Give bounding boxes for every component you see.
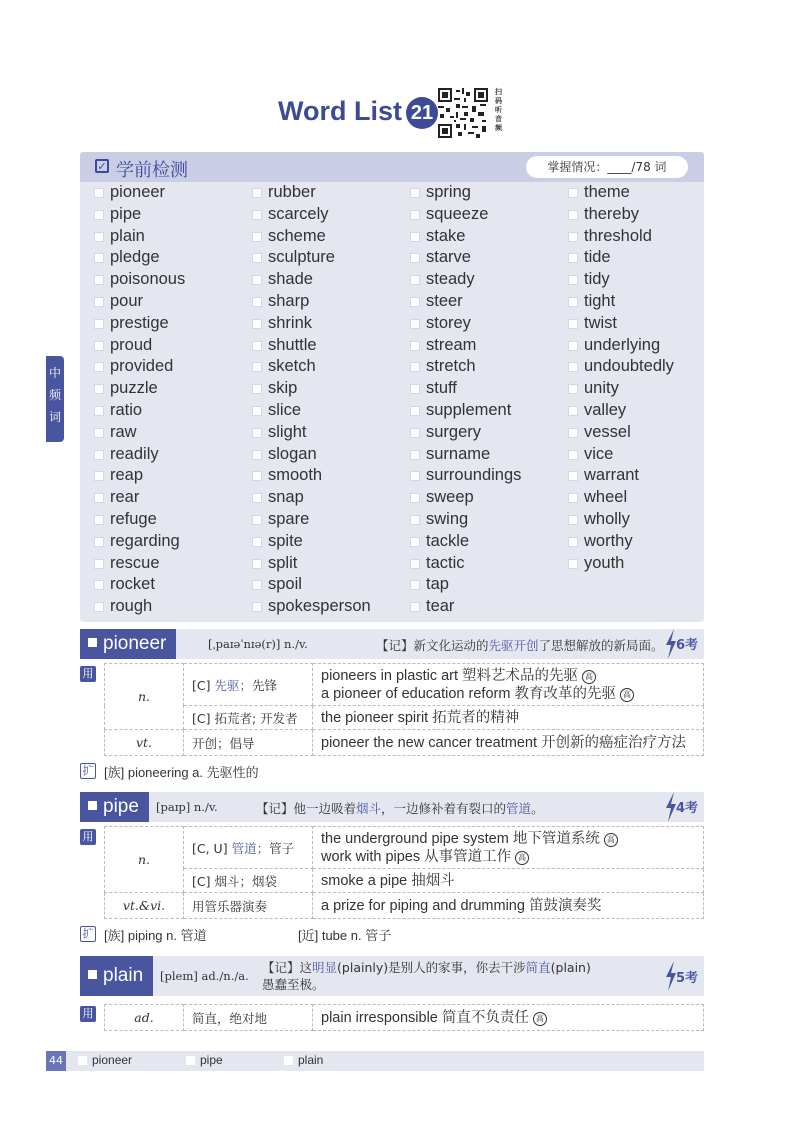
word-item[interactable] <box>252 182 402 204</box>
word-label: stretch <box>426 357 476 376</box>
word-label: scheme <box>268 226 326 245</box>
word-item[interactable] <box>252 335 402 357</box>
word-item[interactable] <box>252 509 402 531</box>
word-label: ratio <box>110 400 143 419</box>
checkbox[interactable] <box>94 559 104 569</box>
word-item[interactable] <box>410 378 560 400</box>
checkbox[interactable] <box>568 384 578 394</box>
extension-note: [近] tube n. 管子 <box>298 928 392 943</box>
word-label: slight <box>268 422 307 441</box>
word-item[interactable] <box>410 596 560 618</box>
word-item[interactable] <box>410 291 560 313</box>
usage-table-plain <box>104 1004 704 1031</box>
word-label: raw <box>110 422 137 441</box>
usage-tag: 用 <box>80 666 96 682</box>
word-label: sweep <box>426 488 474 507</box>
word-label: tap <box>426 575 449 594</box>
word-column-3 <box>410 182 560 618</box>
word-label: spare <box>268 509 310 528</box>
word-label: shrink <box>268 313 313 332</box>
part-of-speech: vt. <box>105 730 184 756</box>
checkbox[interactable] <box>410 515 420 525</box>
word-item[interactable] <box>252 574 402 596</box>
checkbox[interactable] <box>568 232 578 242</box>
checkbox[interactable] <box>94 406 104 416</box>
checkbox[interactable] <box>410 602 420 612</box>
memory-tip: 【记】这明显(plainly)是别人的家事，你去干涉简直(plain) 愚蠢至极。 <box>262 960 591 992</box>
word-label: rubber <box>268 183 316 201</box>
word-item[interactable] <box>410 356 560 378</box>
word-item[interactable] <box>94 487 244 509</box>
word-item[interactable] <box>252 291 402 313</box>
checkbox[interactable] <box>410 580 420 590</box>
checkbox[interactable] <box>410 275 420 285</box>
checkbox[interactable] <box>252 275 262 285</box>
word-label: storey <box>426 313 471 332</box>
word-item[interactable] <box>94 182 244 204</box>
checkbox[interactable] <box>252 362 262 372</box>
word-label: thereby <box>584 204 640 223</box>
extension-tag: 扩 <box>80 926 96 942</box>
checkbox[interactable] <box>568 275 578 285</box>
word-item[interactable] <box>410 465 560 487</box>
checkbox[interactable] <box>252 253 262 263</box>
checkbox[interactable] <box>94 493 104 503</box>
checkbox[interactable] <box>568 406 578 416</box>
word-label: vessel <box>584 422 631 441</box>
checkbox[interactable] <box>94 537 104 547</box>
checkbox[interactable] <box>568 428 578 438</box>
entry-header-pipe <box>80 792 704 822</box>
meaning: [C] 烟斗；烟袋 <box>184 869 313 893</box>
word-label: pledge <box>110 248 160 267</box>
checkbox[interactable] <box>568 471 578 481</box>
word-label: tidy <box>584 270 610 289</box>
checkbox[interactable] <box>252 428 262 438</box>
word-item[interactable] <box>410 247 560 269</box>
word-label: stake <box>426 226 466 245</box>
word-item[interactable] <box>410 335 560 357</box>
check-icon: ✓ <box>95 159 109 173</box>
word-label: surroundings <box>426 466 522 485</box>
word-label: worthy <box>584 531 633 550</box>
checkbox[interactable] <box>94 232 104 242</box>
word-item[interactable] <box>410 226 560 248</box>
word-item[interactable] <box>94 531 244 553</box>
checkbox[interactable] <box>252 493 262 503</box>
word-item[interactable] <box>410 574 560 596</box>
word-item[interactable] <box>410 313 560 335</box>
word-item[interactable] <box>252 269 402 291</box>
checkbox[interactable] <box>410 471 420 481</box>
word-item[interactable] <box>568 204 718 226</box>
part-of-speech: vt.&vi. <box>105 893 184 919</box>
word-label: starve <box>426 248 471 267</box>
checkbox[interactable] <box>94 450 104 460</box>
word-item[interactable] <box>252 247 402 269</box>
checkbox[interactable] <box>252 384 262 394</box>
word-label: spring <box>426 183 471 201</box>
word-label: scarcely <box>268 204 329 223</box>
word-label: pour <box>110 291 144 310</box>
part-of-speech: n. <box>105 664 184 730</box>
checkbox[interactable] <box>94 275 104 285</box>
word-label: tide <box>584 248 611 267</box>
word-item[interactable] <box>94 444 244 466</box>
checkbox[interactable] <box>94 210 104 220</box>
word-label: regarding <box>110 531 180 550</box>
word-item[interactable] <box>568 291 718 313</box>
word-item[interactable] <box>568 226 718 248</box>
checkbox[interactable] <box>252 210 262 220</box>
checkbox[interactable] <box>568 297 578 307</box>
usage-tag: 用 <box>80 1006 96 1022</box>
checkbox[interactable] <box>252 319 262 329</box>
exam-count: 5考 <box>675 971 698 986</box>
word-label: spokesperson <box>268 597 371 616</box>
word-label: refuge <box>110 509 157 528</box>
checkbox[interactable] <box>568 188 578 198</box>
phonetic: [ˌpaɪəˈnɪə(r)] n./v. <box>208 637 308 651</box>
word-label: poisonous <box>110 270 186 289</box>
phonetic: [pleɪn] ad./n./a. <box>160 969 249 983</box>
word-label: reap <box>110 466 144 485</box>
word-label: rough <box>110 597 153 616</box>
word-item[interactable] <box>568 400 718 422</box>
word-label: proud <box>110 335 153 354</box>
entry-word: pioneer <box>80 629 176 659</box>
word-item[interactable] <box>252 553 402 575</box>
examples: the pioneer spirit 拓荒者的精神 <box>313 706 704 730</box>
word-item[interactable] <box>94 596 244 618</box>
checkbox[interactable] <box>94 297 104 307</box>
word-item[interactable] <box>410 509 560 531</box>
word-label: undoubtedly <box>584 357 674 376</box>
checkbox[interactable] <box>410 319 420 329</box>
word-label: tear <box>426 597 455 616</box>
checkbox[interactable] <box>94 362 104 372</box>
meaning: [C, U] 管道；管子 <box>184 827 313 869</box>
checkbox[interactable] <box>252 232 262 242</box>
meaning: [C] 拓荒者; 开发者 <box>184 706 313 730</box>
examples: smoke a pipe 抽烟斗 <box>313 869 704 893</box>
checkbox[interactable] <box>410 232 420 242</box>
checkbox[interactable] <box>568 559 578 569</box>
word-label: rescue <box>110 553 160 572</box>
word-column-4 <box>568 182 718 574</box>
meaning: 用管乐器演奏 <box>184 893 313 919</box>
checkbox[interactable] <box>94 341 104 351</box>
word-item[interactable] <box>568 356 718 378</box>
word-item[interactable] <box>94 574 244 596</box>
checkbox[interactable] <box>568 515 578 525</box>
qr-label: 扫码听音频 <box>495 88 502 132</box>
word-item[interactable] <box>568 422 718 444</box>
word-item[interactable] <box>410 487 560 509</box>
word-item[interactable] <box>252 444 402 466</box>
word-label: split <box>268 553 298 572</box>
phonetic: [paɪp] n./v. <box>156 800 218 814</box>
word-item[interactable] <box>568 335 718 357</box>
checkbox[interactable] <box>252 450 262 460</box>
usage-table-pioneer <box>104 663 704 756</box>
word-label: wheel <box>584 488 628 507</box>
checkbox[interactable] <box>94 253 104 263</box>
word-column-2 <box>252 182 402 618</box>
word-item[interactable] <box>568 487 718 509</box>
checkbox[interactable] <box>410 341 420 351</box>
side-tab[interactable]: 中频词 <box>46 356 64 442</box>
meaning: [C] 先驱；先锋 <box>184 664 313 706</box>
word-item[interactable] <box>410 204 560 226</box>
word-label: threshold <box>584 226 652 245</box>
page-title: Word List 21 <box>278 96 438 129</box>
checkbox[interactable] <box>252 580 262 590</box>
pre-study-title: 学前检测 <box>116 160 188 181</box>
word-label: prestige <box>110 313 169 332</box>
memory-tip: 【记】他一边吸着烟斗，一边修补着有裂口的管道。 <box>256 801 544 816</box>
word-label: shuttle <box>268 335 317 354</box>
word-item[interactable] <box>94 356 244 378</box>
checkbox[interactable] <box>94 319 104 329</box>
checkbox[interactable] <box>568 210 578 220</box>
word-label: swing <box>426 509 469 528</box>
word-label: rocket <box>110 575 155 594</box>
word-column-1 <box>94 182 244 618</box>
word-label: warrant <box>584 466 640 485</box>
word-label: provided <box>110 357 174 376</box>
word-label: wholly <box>584 509 630 528</box>
word-item[interactable] <box>94 465 244 487</box>
word-item[interactable] <box>94 247 244 269</box>
word-item[interactable] <box>568 182 718 204</box>
checkbox[interactable] <box>410 253 420 263</box>
entry-word: pipe <box>80 792 149 822</box>
word-item[interactable] <box>252 422 402 444</box>
entry-header-pioneer <box>80 629 704 659</box>
word-item[interactable] <box>94 291 244 313</box>
checkbox[interactable] <box>94 602 104 612</box>
word-item[interactable] <box>252 531 402 553</box>
meaning: 开创；倡导 <box>184 730 313 756</box>
checkbox[interactable] <box>252 341 262 351</box>
checkbox[interactable] <box>410 559 420 569</box>
word-item[interactable] <box>94 422 244 444</box>
word-item[interactable] <box>410 400 560 422</box>
word-item[interactable] <box>94 204 244 226</box>
word-label: snap <box>268 488 304 507</box>
word-label: pioneer <box>110 183 166 201</box>
extension-note: [族] pioneering a. 先驱性的 <box>104 765 259 780</box>
word-label: spite <box>268 531 303 550</box>
word-item[interactable] <box>410 182 560 204</box>
checkbox[interactable] <box>568 537 578 547</box>
word-item[interactable] <box>252 204 402 226</box>
footer-word[interactable]: pipe <box>186 1053 223 1067</box>
extension-note: [族] piping n. 管道 <box>104 928 207 943</box>
word-item[interactable] <box>94 313 244 335</box>
checkbox[interactable] <box>252 602 262 612</box>
word-item[interactable] <box>568 269 718 291</box>
word-item[interactable] <box>410 553 560 575</box>
word-label: slogan <box>268 444 317 463</box>
word-item[interactable] <box>94 553 244 575</box>
word-label: steady <box>426 270 475 289</box>
checkbox[interactable] <box>252 559 262 569</box>
checkbox[interactable] <box>252 406 262 416</box>
word-label: smooth <box>268 466 323 485</box>
word-label: shade <box>268 270 313 289</box>
footer-bar <box>46 1051 704 1071</box>
word-item[interactable] <box>568 509 718 531</box>
entry-word: plain <box>80 956 153 996</box>
word-item[interactable] <box>252 356 402 378</box>
checkbox[interactable] <box>410 210 420 220</box>
checkbox[interactable] <box>252 471 262 481</box>
word-item[interactable] <box>252 400 402 422</box>
word-item[interactable] <box>568 378 718 400</box>
word-item[interactable] <box>568 444 718 466</box>
checkbox[interactable] <box>410 428 420 438</box>
word-label: tactic <box>426 553 465 572</box>
word-item[interactable] <box>94 509 244 531</box>
word-label: surname <box>426 444 491 463</box>
examples: the underground pipe system 地下管道系统 高 work with pipes 从事管道工作 高 <box>313 827 704 869</box>
word-item[interactable] <box>252 378 402 400</box>
word-label: stuff <box>426 379 457 398</box>
word-label: puzzle <box>110 379 158 398</box>
entry-header-plain <box>80 956 704 996</box>
word-label: twist <box>584 313 617 332</box>
word-item[interactable] <box>252 465 402 487</box>
checkbox[interactable] <box>94 384 104 394</box>
mastery-counter[interactable]: 掌握情况：____/78 词 <box>526 156 688 178</box>
word-label: tackle <box>426 531 470 550</box>
word-item[interactable] <box>94 400 244 422</box>
checkbox[interactable] <box>410 384 420 394</box>
examples: plain irresponsible 简直不负责任 高 <box>313 1005 704 1031</box>
word-item[interactable] <box>410 531 560 553</box>
word-label: valley <box>584 400 627 419</box>
checkbox[interactable] <box>568 450 578 460</box>
checkbox[interactable] <box>410 406 420 416</box>
word-label: sketch <box>268 357 316 376</box>
word-label: pipe <box>110 204 142 223</box>
word-item[interactable] <box>568 531 718 553</box>
word-item[interactable] <box>410 444 560 466</box>
checkbox[interactable] <box>94 428 104 438</box>
usage-tag: 用 <box>80 829 96 845</box>
word-label: plain <box>110 226 145 245</box>
checkbox[interactable] <box>94 471 104 481</box>
footer-word[interactable]: plain <box>284 1053 323 1067</box>
word-item[interactable] <box>252 487 402 509</box>
word-label: slice <box>268 400 302 419</box>
word-label: stream <box>426 335 477 354</box>
word-label: supplement <box>426 400 512 419</box>
word-label: underlying <box>584 335 661 354</box>
word-label: skip <box>268 379 298 398</box>
word-label: steer <box>426 291 463 310</box>
exam-count: 4考 <box>675 801 698 816</box>
checkbox[interactable] <box>94 580 104 590</box>
memory-tip: 【记】新文化运动的先驱开创了思想解放的新局面。 <box>376 638 664 653</box>
word-item[interactable] <box>252 596 402 618</box>
word-label: tight <box>584 291 616 310</box>
word-item[interactable] <box>568 247 718 269</box>
checkbox[interactable] <box>252 537 262 547</box>
word-item[interactable] <box>94 226 244 248</box>
checkbox[interactable] <box>568 493 578 503</box>
word-item[interactable] <box>94 335 244 357</box>
word-label: youth <box>584 553 625 572</box>
checkbox[interactable] <box>410 297 420 307</box>
checkbox[interactable] <box>410 537 420 547</box>
word-item[interactable] <box>410 269 560 291</box>
checkbox[interactable] <box>568 319 578 329</box>
checkbox[interactable] <box>94 515 104 525</box>
checkbox[interactable] <box>252 515 262 525</box>
checkbox[interactable] <box>568 341 578 351</box>
qr-code-icon[interactable] <box>438 88 488 138</box>
word-item[interactable] <box>252 226 402 248</box>
word-item[interactable] <box>94 378 244 400</box>
page-number: 44 <box>46 1051 66 1071</box>
word-label: unity <box>584 379 619 398</box>
usage-table-pipe <box>104 826 704 919</box>
word-label: theme <box>584 183 630 201</box>
word-label: sharp <box>268 291 310 310</box>
checkbox[interactable] <box>568 253 578 263</box>
word-item[interactable] <box>410 422 560 444</box>
checkbox[interactable] <box>252 297 262 307</box>
checkbox[interactable] <box>252 188 262 198</box>
checkbox[interactable] <box>410 450 420 460</box>
word-label: sculpture <box>268 248 335 267</box>
word-label: surgery <box>426 422 482 441</box>
word-item[interactable] <box>568 553 718 575</box>
word-item[interactable] <box>568 313 718 335</box>
part-of-speech: n. <box>105 827 184 893</box>
word-item[interactable] <box>252 313 402 335</box>
word-label: readily <box>110 444 159 463</box>
examples: pioneers in plastic art 塑料艺术品的先驱 高 a pioneer of education reform 教育改革的先驱 高 <box>313 664 704 706</box>
part-of-speech: ad. <box>105 1005 184 1031</box>
checkbox[interactable] <box>94 188 104 198</box>
meaning: 简直，绝对地 <box>184 1005 313 1031</box>
footer-word[interactable]: pioneer <box>78 1053 132 1067</box>
word-label: vice <box>584 444 614 463</box>
word-item[interactable] <box>94 269 244 291</box>
extension-tag: 扩 <box>80 763 96 779</box>
examples: a prize for piping and drumming 笛鼓演奏奖 <box>313 893 704 919</box>
word-label: spoil <box>268 575 302 594</box>
checkbox[interactable] <box>410 493 420 503</box>
word-label: rear <box>110 488 140 507</box>
word-item[interactable] <box>568 465 718 487</box>
list-number-badge: 21 <box>406 97 438 129</box>
exam-count: 6考 <box>675 638 698 653</box>
examples: pioneer the new cancer treatment 开创新的癌症治疗方法 <box>313 730 704 756</box>
checkbox[interactable] <box>410 362 420 372</box>
checkbox[interactable] <box>410 188 420 198</box>
word-label: squeeze <box>426 204 489 223</box>
checkbox[interactable] <box>568 362 578 372</box>
